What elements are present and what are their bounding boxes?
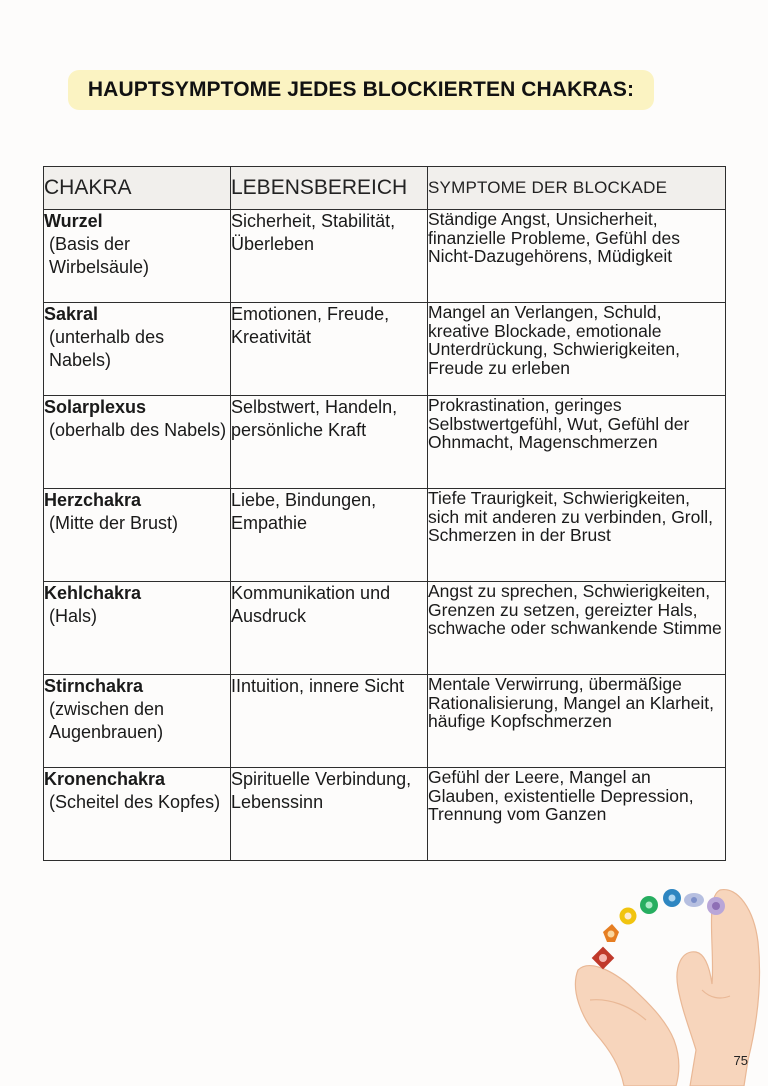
chakra-cell (44, 210, 231, 303)
chakra-name: Kehlchakra (44, 583, 142, 603)
chakra-cell (44, 396, 231, 489)
symptoms-cell: Tiefe Traurigkeit, Schwierigkeiten, sich mit anderen zu verbinden, Groll, Schmerzen in der Brust (428, 489, 726, 582)
area-cell: Liebe, Bindungen, Empathie (231, 489, 428, 582)
area-cell: Selbstwert, Handeln, persönliche Kraft (231, 396, 428, 489)
chakra-name: Wurzel (44, 211, 103, 231)
symptoms-cell: Prokrastination, geringes Selbstwertgefühl, Wut, Gefühl der Ohnmacht, Magenschmerzen (428, 396, 726, 489)
chakra-cell (44, 768, 231, 861)
area-cell: Emotionen, Freude, Kreativität (231, 303, 428, 396)
table-row (44, 210, 726, 303)
symptoms-cell: Angst zu sprechen, Schwierigkeiten, Grenzen zu setzen, gereizter Hals, schwache oder schwankende Stimme (428, 582, 726, 675)
chakra-symbol-solar (620, 908, 637, 925)
area-cell: Kommunikation und Ausdruck (231, 582, 428, 675)
table-row (44, 768, 726, 861)
chakra-cell (44, 582, 231, 675)
left-hand-icon (575, 966, 678, 1086)
chakra-location: (Basis der Wirbelsäule) (49, 234, 150, 277)
page-title: HAUPTSYMPTOME JEDES BLOCKIERTEN CHAKRAS: (68, 70, 654, 110)
chakra-cell (44, 303, 231, 396)
area-cell: Spirituelle Verbindung, Lebenssinn (231, 768, 428, 861)
chakra-symbol-heart (640, 896, 658, 914)
header-lebensbereich: LEBENSBEREICH (231, 167, 428, 210)
chakra-cell (44, 675, 231, 768)
chakra-location: (unterhalb des Nabels) (49, 327, 165, 370)
table-row (44, 303, 726, 396)
chakra-symbol-throat (663, 889, 681, 907)
chakra-name: Sakral (44, 304, 99, 324)
area-cell: IIntuition, innere Sicht (231, 675, 428, 768)
chakra-name: Herzchakra (44, 490, 142, 510)
table-row (44, 396, 726, 489)
chakra-name: Solarplexus (44, 397, 147, 417)
chakra-location: (zwischen den Augenbrauen) (49, 699, 165, 742)
table-row (44, 489, 726, 582)
chakra-location: (Hals) (49, 606, 97, 626)
chakra-table (43, 166, 726, 861)
page-number: 75 (733, 1053, 748, 1068)
chakra-name: Kronenchakra (44, 769, 166, 789)
symptoms-cell: Ständige Angst, Unsicherheit, finanzielle Probleme, Gefühl des Nicht-Dazugehörens, Müdigkeit (428, 210, 726, 303)
chakra-symbol-sacral (603, 924, 619, 942)
table-row (44, 675, 726, 768)
chakra-name: Stirnchakra (44, 676, 144, 696)
chakra-location: (Scheitel des Kopfes) (49, 792, 221, 812)
chakra-location: (oberhalb des Nabels) (49, 420, 227, 440)
chakra-symbol-crown (707, 897, 725, 915)
chakra-symbol-third-eye (684, 893, 704, 907)
symptoms-cell: Mentale Verwirrung, übermäßige Rationalisierung, Mangel an Klarheit, häufige Kopfschmerzen (428, 675, 726, 768)
chakra-cell (44, 489, 231, 582)
header-symptome: SYMPTOME DER BLOCKADE (428, 167, 726, 210)
symptoms-cell: Mangel an Verlangen, Schuld, kreative Blockade, emotionale Unterdrückung, Schwierigkeiten, Freude zu erleben (428, 303, 726, 396)
table-header-row (44, 167, 726, 210)
symptoms-cell: Gefühl der Leere, Mangel an Glauben, existentielle Depression, Trennung vom Ganzen (428, 768, 726, 861)
area-cell: Sicherheit, Stabilität, Überleben (231, 210, 428, 303)
table-row (44, 582, 726, 675)
header-chakra: CHAKRA (44, 167, 231, 210)
chakra-location: (Mitte der Brust) (49, 513, 179, 533)
